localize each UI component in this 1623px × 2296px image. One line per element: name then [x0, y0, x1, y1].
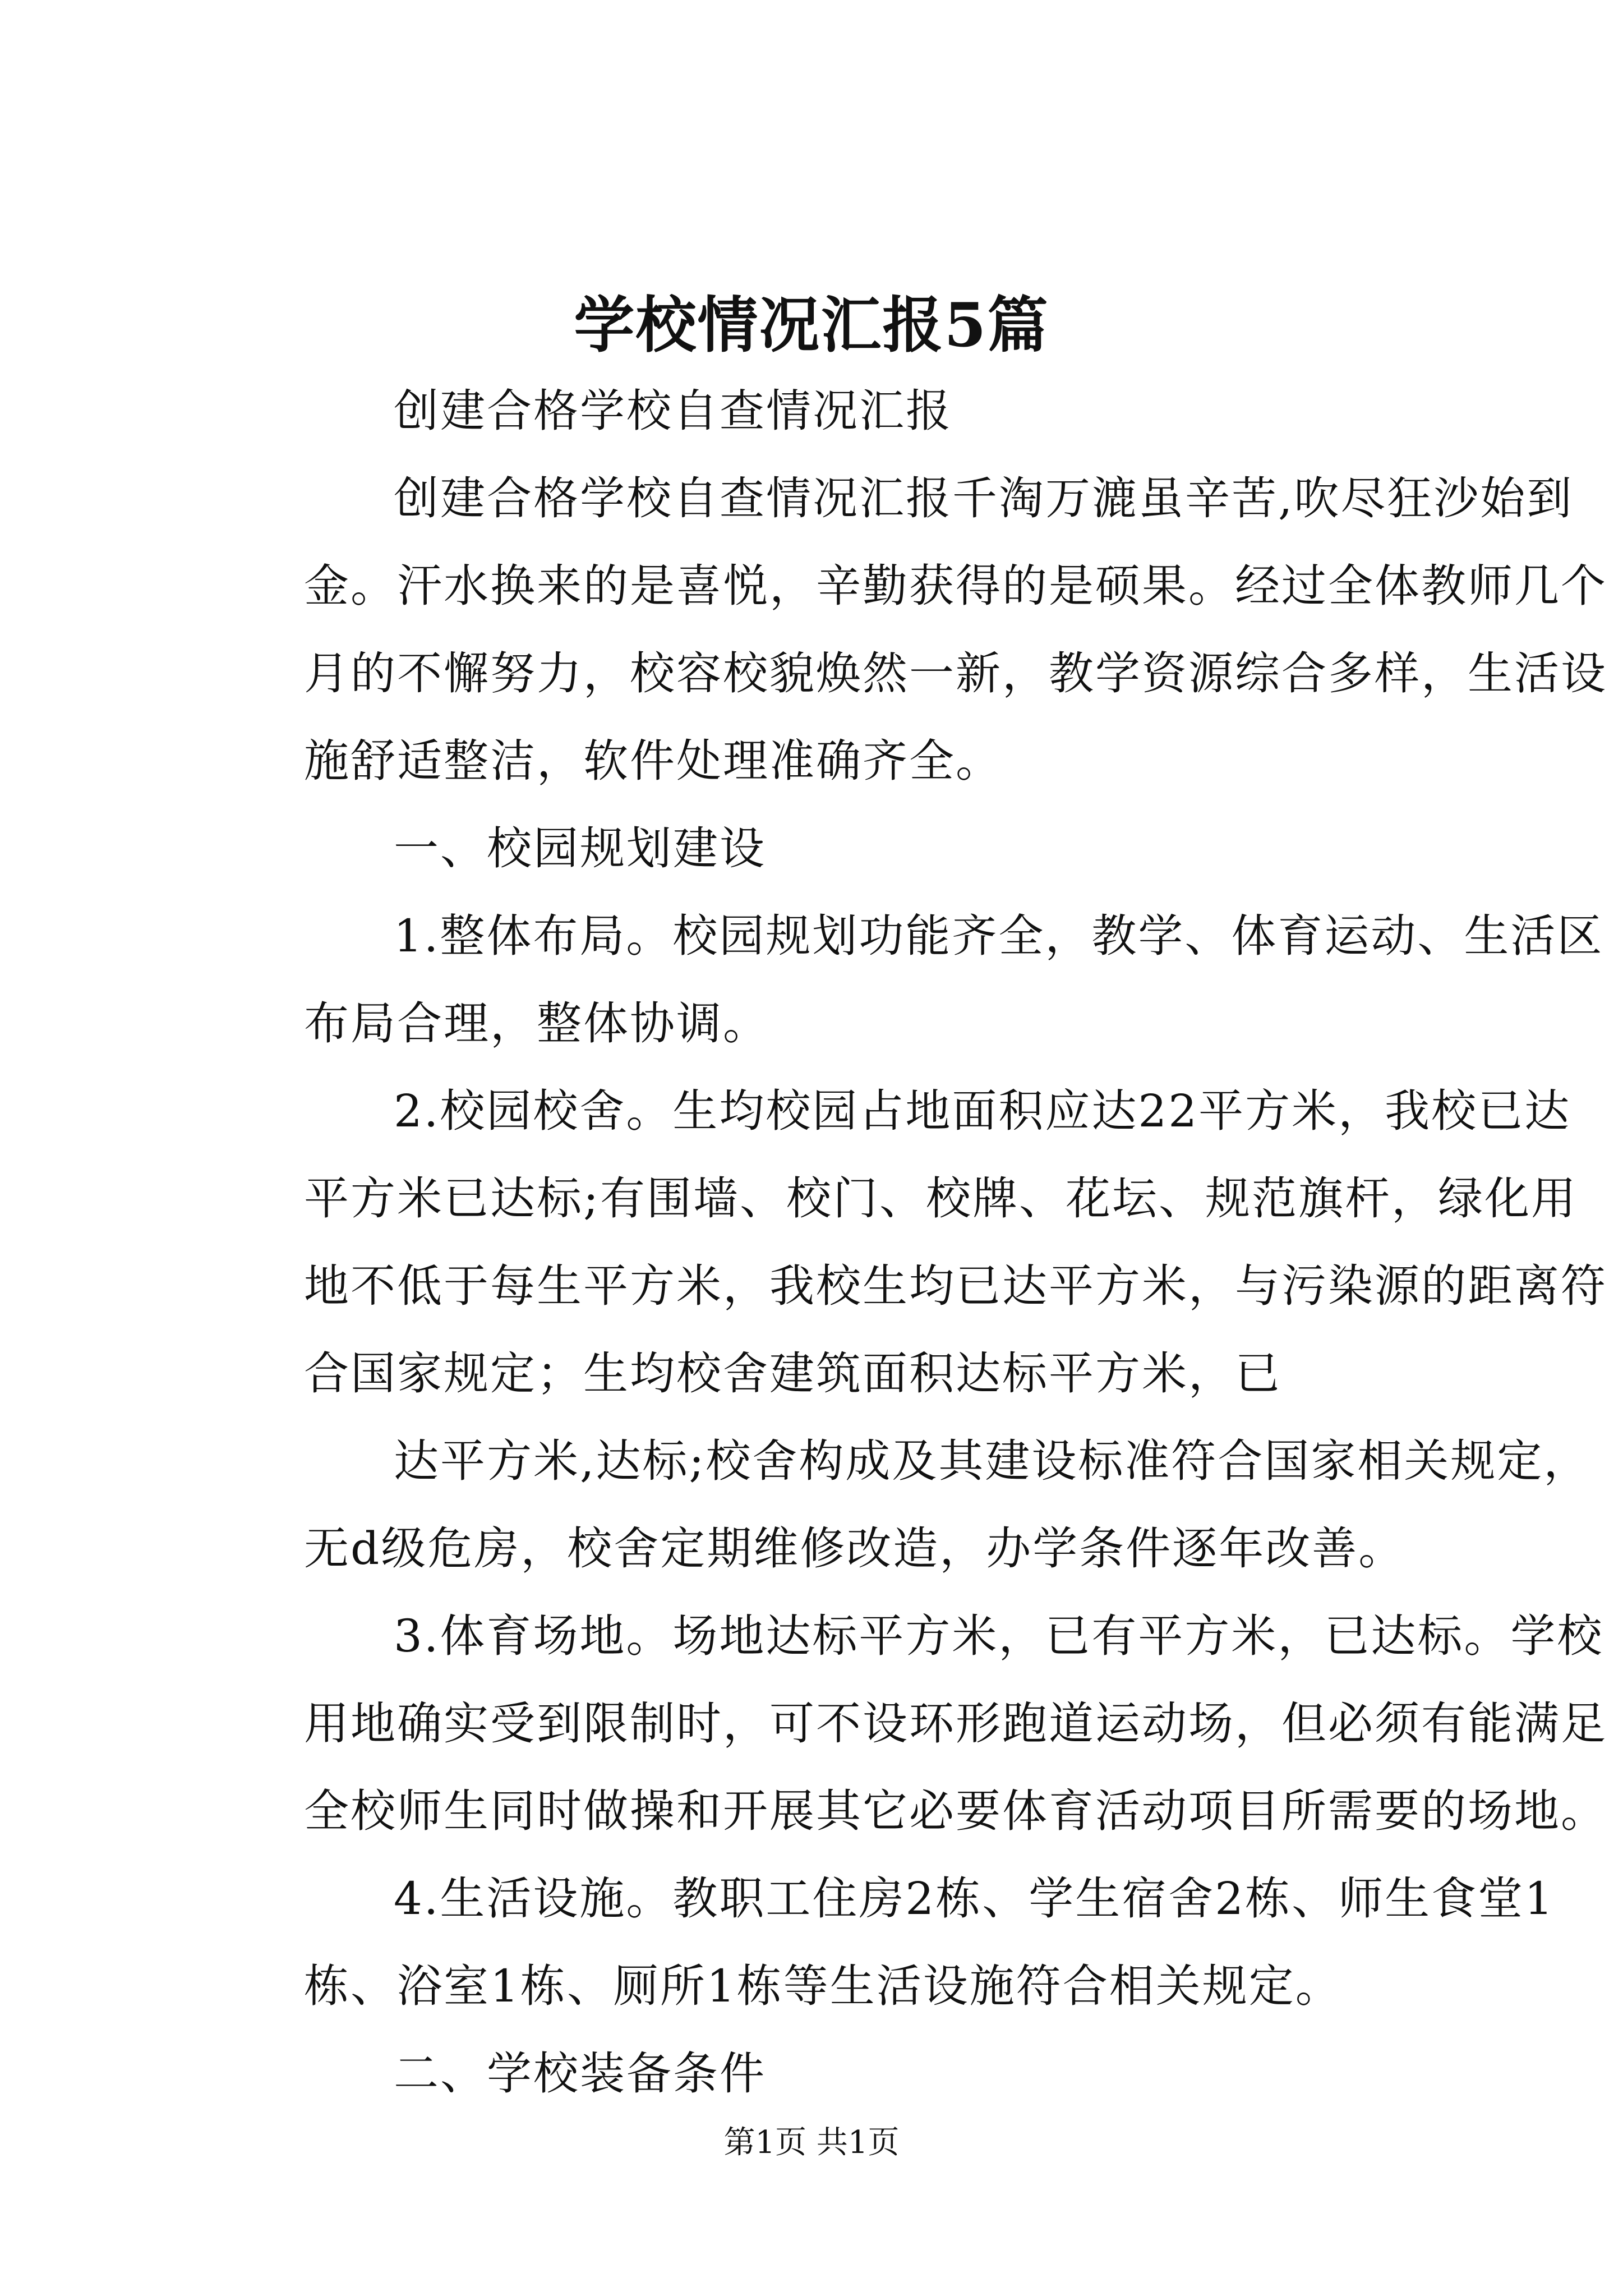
text-line: 二、学校装备条件: [394, 2047, 766, 2100]
paragraph-item-2-continued: [214, 1418, 1590, 1593]
text-line: 1.整体布局。校园规划功能齐全，教学、体育运动、生活区: [394, 910, 1604, 962]
text-line: 4.生活设施。教职工住房2栋、学生宿舍2栋、师生食堂1: [394, 1872, 1555, 1925]
text-line: 无d级危房，校舍定期维修改造，办学条件逐年改善。: [304, 1522, 1405, 1575]
text-line: 2.校园校舍。生均校园占地面积应达22平方米，我校已达: [394, 1085, 1571, 1137]
paragraph-item-3: [214, 1593, 1607, 1855]
text-line: 创建合格学校自查情况汇报: [394, 385, 952, 437]
paragraph-item-4: [214, 1855, 1555, 2030]
text-line: 创建合格学校自查情况汇报千淘万漉虽辛苦,吹尽狂沙始到: [394, 472, 1574, 524]
page-title: 学校情况汇报5篇: [574, 290, 1049, 361]
paragraph-item-2: [214, 1068, 1607, 1418]
text-line: 全校师生同时做操和开展其它必要体育活动项目所需要的场地。: [304, 1785, 1607, 1837]
page-footer: 第1页 共1页: [723, 2124, 900, 2161]
paragraph-intro: [214, 455, 1607, 805]
text-line: 布局合理，整体协调。: [304, 997, 769, 1050]
text-line: 一、校园规划建设: [394, 822, 766, 875]
text-line: 合国家规定；生均校舍建筑面积达标平方米，已: [304, 1347, 1281, 1400]
section-heading-2: [214, 2030, 1409, 2118]
text-line: 3.体育场地。场地达标平方米，已有平方米，已达标。学校: [394, 1610, 1604, 1662]
text-line: 月的不懈努力，校容校貌焕然一新，教学资源综合多样，生活设: [304, 647, 1607, 700]
text-line: 地不低于每生平方米，我校生均已达平方米，与污染源的距离符: [304, 1260, 1607, 1312]
paragraph-item-1: [214, 892, 1604, 1068]
text-line: 达平方米,达标;校舍构成及其建设标准符合国家相关规定，: [394, 1435, 1590, 1487]
paragraph-subtitle: [214, 367, 1409, 455]
section-heading-1: [214, 805, 1409, 892]
text-line: 金。汗水换来的是喜悦，辛勤获得的是硕果。经过全体教师几个: [304, 560, 1607, 612]
text-line: 施舒适整洁，软件处理准确齐全。: [304, 735, 1002, 787]
text-line: 用地确实受到限制时，可不设环形跑道运动场，但必须有能满足: [304, 1697, 1607, 1750]
text-line: 栋、浴室1栋、厕所1栋等生活设施符合相关规定。: [304, 1960, 1342, 2012]
document-body: [214, 367, 1607, 2118]
text-line: 平方米已达标;有围墙、校门、校牌、花坛、规范旗杆，绿化用: [304, 1172, 1578, 1225]
